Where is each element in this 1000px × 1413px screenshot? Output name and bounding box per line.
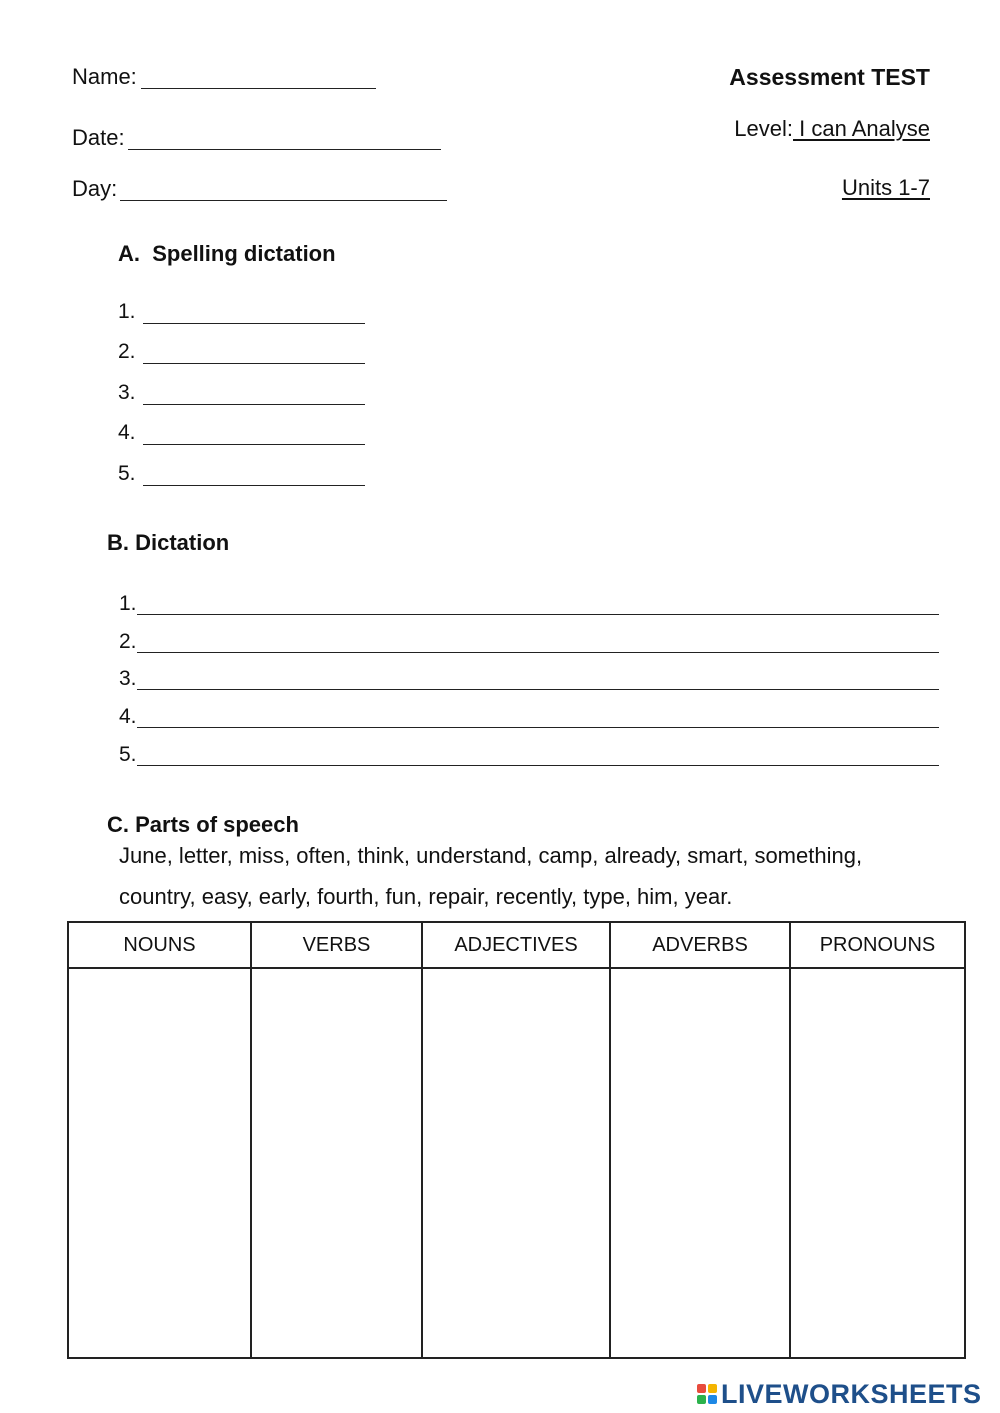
dictation-number: 4.	[119, 705, 137, 728]
date-label: Date:	[72, 125, 125, 150]
day-label: Day:	[72, 176, 118, 201]
word-bank-line-1: June, letter, miss, often, think, understand, camp, already, smart, something,	[119, 843, 863, 868]
spelling-answer-line[interactable]	[143, 485, 365, 486]
parts-of-speech-table	[67, 921, 966, 1359]
pronouns-drop-area[interactable]	[790, 968, 965, 1358]
spelling-answer-line[interactable]	[143, 323, 365, 324]
name-label: Name:	[72, 64, 137, 89]
word-bank-line-2: country, easy, early, fourth, fun, repair, recently, type, him, year.	[119, 884, 733, 909]
adverbs-drop-area[interactable]	[610, 968, 790, 1358]
adjectives-drop-area[interactable]	[422, 968, 610, 1358]
column-header-pronouns: PRONOUNS	[790, 922, 965, 968]
column-header-nouns: NOUNS	[68, 922, 251, 968]
name-field[interactable]	[141, 88, 376, 89]
dictation-answer-line[interactable]	[137, 765, 939, 766]
dictation-answer-line[interactable]	[137, 727, 939, 728]
dictation-answer-line[interactable]	[137, 614, 939, 615]
column-header-adjectives: ADJECTIVES	[422, 922, 610, 968]
section-a-heading: A. Spelling dictation	[118, 241, 336, 266]
dictation-number: 1.	[119, 592, 137, 615]
day-field[interactable]	[120, 200, 447, 201]
spelling-number: 5.	[118, 462, 136, 485]
units-label: Units 1-7	[841, 175, 930, 200]
section-b-heading: B. Dictation	[107, 530, 230, 555]
column-header-verbs: VERBS	[251, 922, 422, 968]
spelling-number: 4.	[118, 421, 136, 444]
level-value: I can Analyse	[793, 116, 930, 141]
dictation-number: 3.	[119, 667, 137, 690]
spelling-answer-line[interactable]	[143, 363, 365, 364]
liveworksheets-logo	[697, 1378, 982, 1410]
spelling-answer-line[interactable]	[143, 444, 365, 445]
level-line	[734, 116, 930, 142]
date-field[interactable]	[128, 149, 441, 150]
dictation-answer-line[interactable]	[137, 652, 939, 653]
spelling-number: 2.	[118, 340, 136, 363]
verbs-drop-area[interactable]	[251, 968, 422, 1358]
section-c-heading: C. Parts of speech	[107, 812, 299, 837]
page-title: Assessment TEST	[729, 64, 930, 90]
level-label: Level:	[734, 116, 794, 141]
spelling-number: 1.	[118, 300, 136, 323]
nouns-drop-area[interactable]	[68, 968, 251, 1358]
dictation-number: 5.	[119, 743, 137, 766]
spelling-answer-line[interactable]	[143, 404, 365, 405]
liveworksheets-brand: LIVEWORKSHEETS	[721, 1378, 982, 1409]
spelling-number: 3.	[118, 381, 136, 404]
dictation-answer-line[interactable]	[137, 689, 939, 690]
liveworksheets-logo-icon	[697, 1382, 719, 1406]
dictation-number: 2.	[119, 630, 137, 653]
column-header-adverbs: ADVERBS	[610, 922, 790, 968]
